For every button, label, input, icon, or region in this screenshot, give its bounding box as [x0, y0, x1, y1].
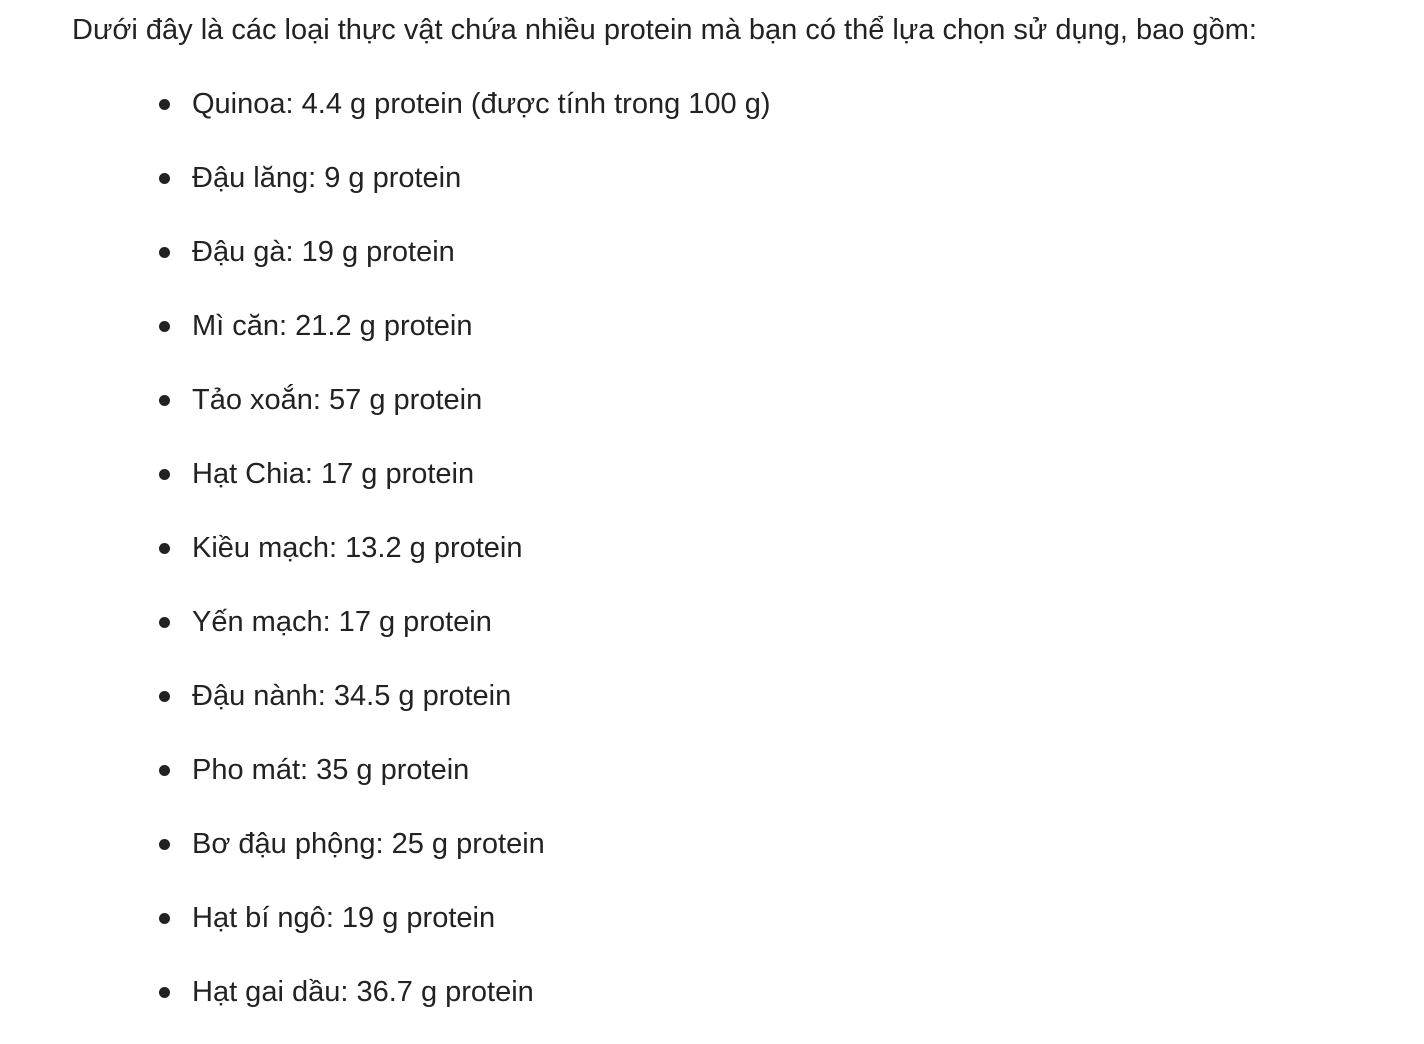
list-item-text: Quinoa: 4.4 g protein (được tính trong 100 g) [192, 88, 771, 120]
bullet-icon [159, 469, 170, 480]
list-item-text: Đậu gà: 19 g protein [192, 236, 455, 268]
list-item [156, 955, 771, 1029]
article-content [72, 0, 1412, 1008]
list-item [156, 659, 771, 733]
list-item-text: Pho mát: 35 g protein [192, 754, 470, 786]
bullet-icon [159, 765, 170, 776]
bullet-icon [159, 987, 170, 998]
list-item [156, 437, 771, 511]
list-item-text: Hạt Chia: 17 g protein [192, 458, 475, 490]
list-item [156, 733, 771, 807]
intro-paragraph: Dưới đây là các loại thực vật chứa nhiều protein mà bạn có thể lựa chọn sử dụng, bao gồm: [72, 14, 1257, 46]
list-item [156, 289, 771, 363]
bullet-icon [159, 913, 170, 924]
list-item [156, 363, 771, 437]
bullet-icon [159, 617, 170, 628]
list-item-text: Đậu nành: 34.5 g protein [192, 680, 512, 712]
list-item [156, 585, 771, 659]
list-item-text: Đậu lăng: 9 g protein [192, 162, 462, 194]
list-item-text: Hạt bí ngô: 19 g protein [192, 902, 496, 934]
list-item [156, 215, 771, 289]
protein-list [156, 67, 771, 1029]
list-item [156, 881, 771, 955]
bullet-icon [159, 321, 170, 332]
list-item-text: Bơ đậu phộng: 25 g protein [192, 828, 545, 860]
bullet-icon [159, 543, 170, 554]
list-item-text: Hạt gai dầu: 36.7 g protein [192, 976, 534, 1008]
bullet-icon [159, 99, 170, 110]
list-item [156, 141, 771, 215]
list-item [156, 511, 771, 585]
bullet-icon [159, 247, 170, 258]
list-item-text: Tảo xoắn: 57 g protein [192, 384, 483, 416]
list-item [156, 807, 771, 881]
list-item-text: Yến mạch: 17 g protein [192, 606, 492, 638]
list-item-text: Kiều mạch: 13.2 g protein [192, 532, 523, 564]
bullet-icon [159, 395, 170, 406]
bullet-icon [159, 839, 170, 850]
list-item-text: Mì căn: 21.2 g protein [192, 310, 473, 342]
list-item [156, 67, 771, 141]
bullet-icon [159, 173, 170, 184]
bullet-icon [159, 691, 170, 702]
